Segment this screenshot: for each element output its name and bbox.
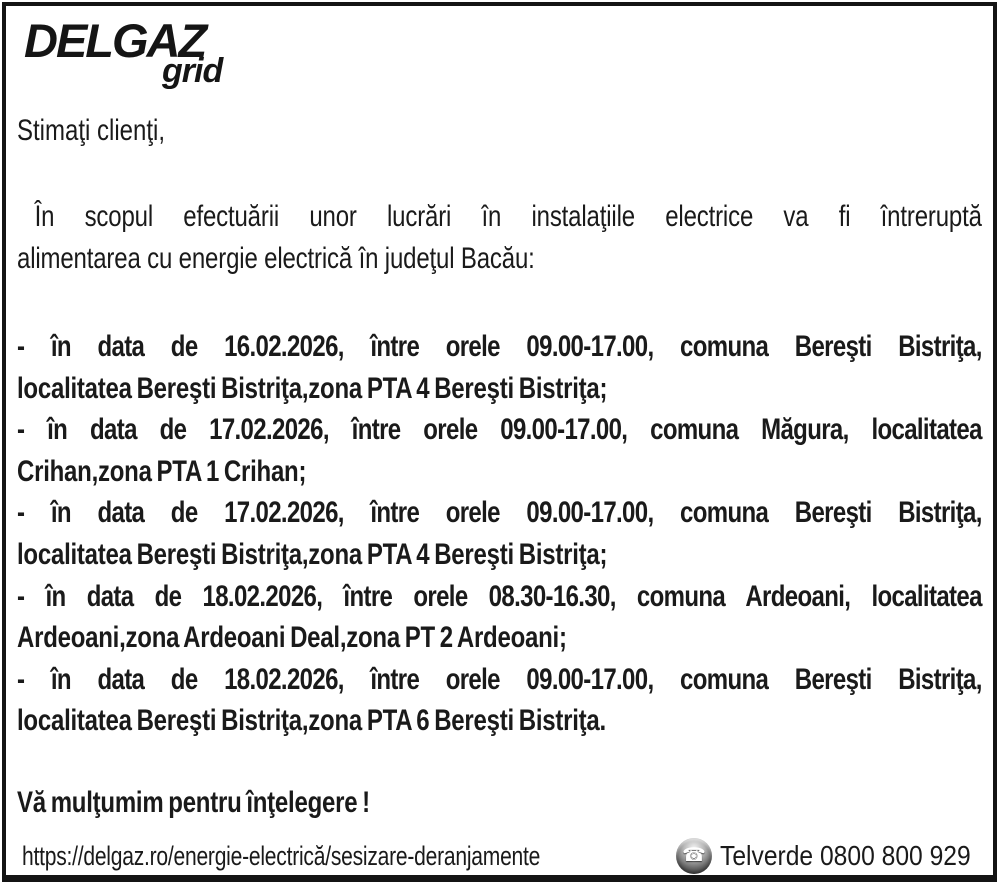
telverde-phone-number: Telverde 0800 800 929 — [720, 840, 971, 871]
outage-2-line-1: - în data de 17.02.2026, între orele 09.00-17.00, comuna Măgura, localitatea — [17, 413, 982, 447]
outage-4-line-1: - în data de 18.02.2026, între orele 08.30-16.30, comuna Ardeoani, localitatea — [17, 579, 982, 613]
outage-4-line-2: Ardeoani,zona Ardeoani Deal,zona PT 2 Ardeoani; — [17, 621, 567, 655]
outage-1-line-1: - în data de 16.02.2026, între orele 09.00-17.00, comuna Bereşti Bistriţa, — [17, 330, 982, 363]
outage-5-line-2: localitatea Bereşti Bistriţa,zona PTA 6 Bereşti Bistriţa. — [17, 704, 606, 738]
outage-list — [17, 326, 982, 742]
outage-2-line-2: Crihan,zona PTA 1 Crihan; — [17, 454, 307, 488]
intro-line-1: În scopul efectuării unor lucrări în instalaţiile electrice va fi întreruptă — [34, 200, 982, 233]
greeting-text: Stimaţi clienţi, — [17, 114, 166, 147]
outage-1-line-2: localitatea Bereşti Bistriţa,zona PTA 4 Bereşti Bistriţa; — [17, 371, 608, 405]
outage-3-line-2: localitatea Bereşti Bistriţa,zona PTA 4 Bereşti Bistriţa; — [17, 537, 608, 571]
notice-body — [0, 110, 1000, 824]
outage-5-line-1: - în data de 18.02.2026, între orele 09.00-17.00, comuna Bereşti Bistriţa, — [17, 662, 982, 696]
footer-url-link[interactable]: https://delgaz.ro/energie-electrică/sesizare-deranjamente — [22, 841, 541, 871]
delgaz-logo-wordmark: DELGAZ — [24, 14, 206, 67]
intro-line-2: alimentarea cu energie electrică în judeţul Bacău: — [17, 242, 535, 275]
telephone-icon: ☎ — [676, 838, 712, 874]
thanks-text: Vă mulţumim pentru înţelegere ! — [17, 785, 370, 819]
intro-paragraph — [17, 196, 982, 280]
delgaz-logo-grid-text: grid — [162, 52, 223, 90]
footer-bar — [22, 836, 980, 876]
delgaz-logo — [0, 0, 1000, 88]
outage-3-line-1: - în data de 17.02.2026, între orele 09.00-17.00, comuna Bereşti Bistriţa, — [17, 496, 982, 530]
